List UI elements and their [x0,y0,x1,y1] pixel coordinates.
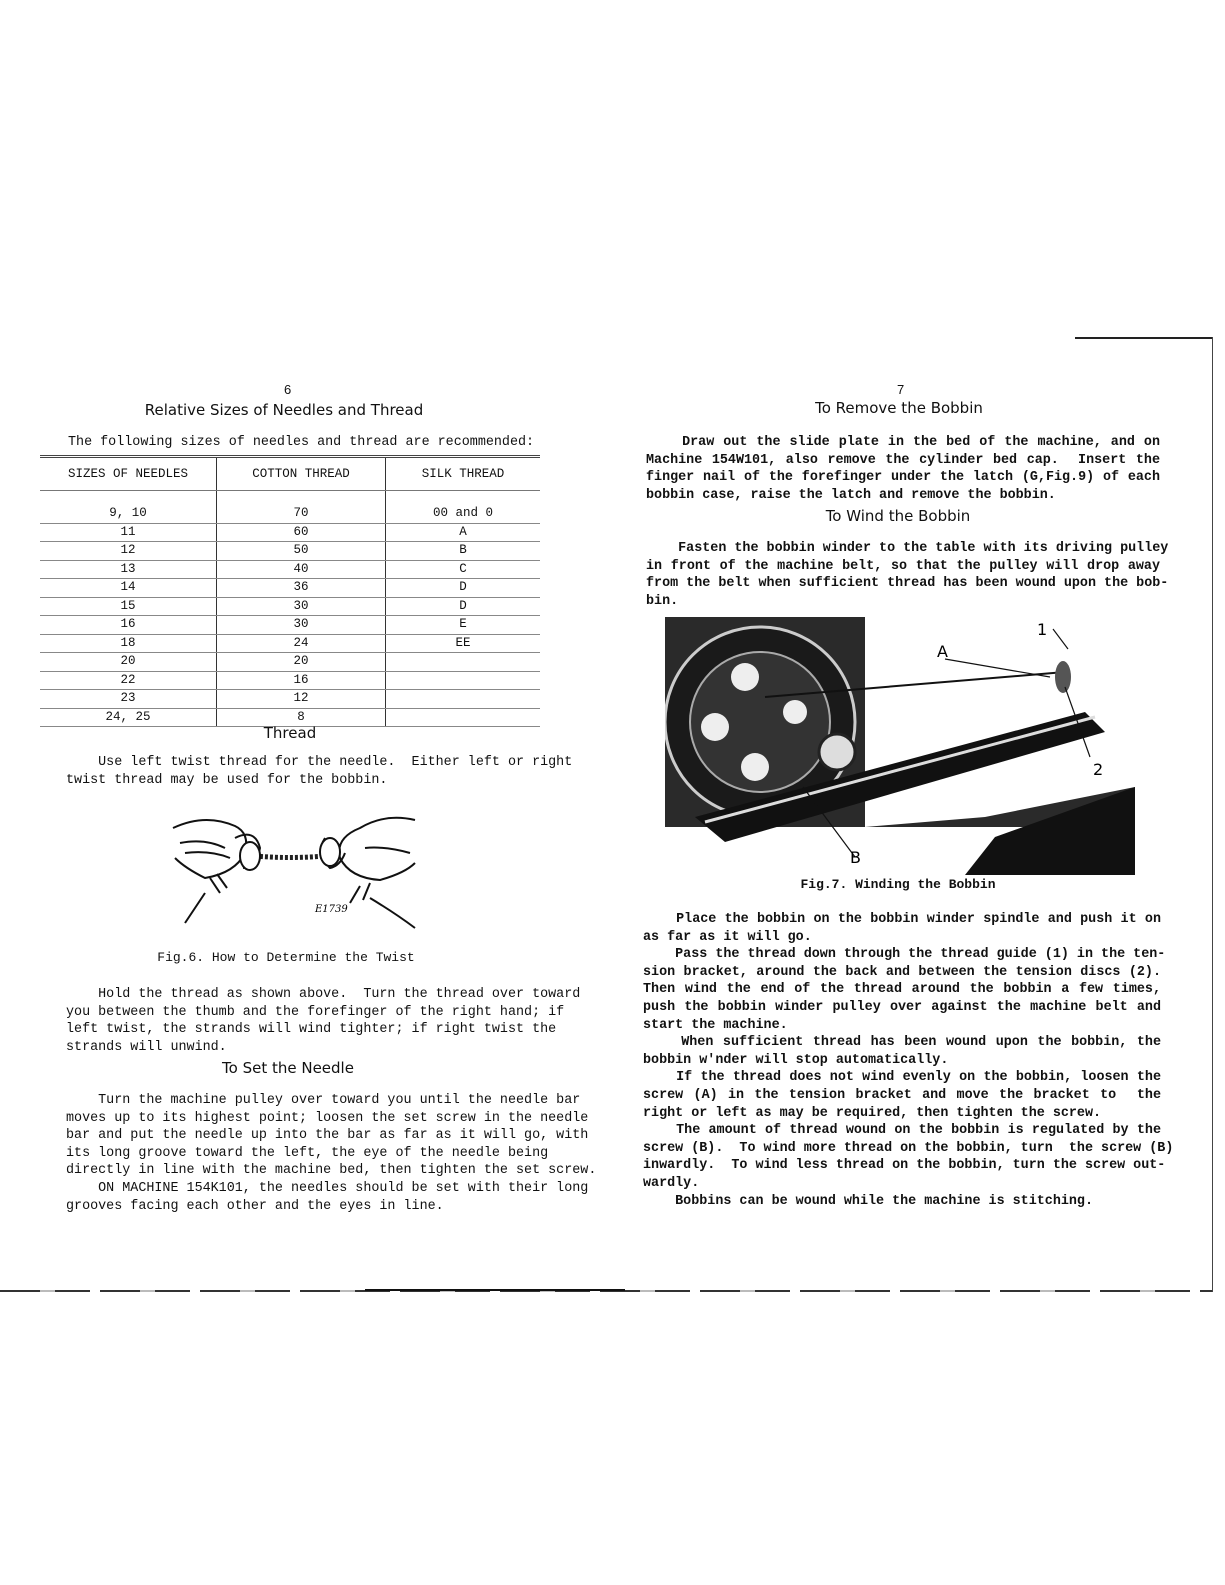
silk-thread-cell: 00 and 0 [386,491,541,524]
text-line: directly in line with the machine bed, then tighten the set screw. [66,1163,597,1179]
cotton-thread-cell: 40 [217,560,386,579]
set-needle-paragraph [66,1092,597,1215]
section-title-thread: Thread [263,724,317,742]
text-line: inwardly. To wind less thread on the bobbin, turn the screw out- [643,1158,1166,1174]
text-line: Then wind the end of the thread around the bobbin a few times, [643,982,1161,998]
cotton-thread-cell: 30 [217,616,386,635]
needle-size-cell: 13 [40,560,217,579]
text-line: strands will unwind. [66,1039,227,1055]
text-line: wardly. [643,1175,700,1191]
table-row [40,523,540,542]
wind-bobbin-paragraph [646,540,1169,610]
text-line: Machine 154W101, also remove the cylinder bed cap. Insert the [646,452,1160,468]
text-line: bobbin w'nder will stop automatically. [643,1052,949,1068]
header-cotton-thread: COTTON THREAD [217,457,386,491]
text-line: bobbin case, raise the latch and remove the bobbin. [646,487,1056,503]
needle-size-cell: 18 [40,634,217,653]
text-line: Draw out the slide plate in the bed of the machine, and on [646,435,1160,450]
fig6-caption: Fig.6. How to Determine the Twist [157,950,415,965]
text-line: right or left as may be required, then tighten the screw. [643,1105,1102,1121]
text-line: its long groove toward the left, the eye of the needle being [66,1145,549,1161]
needle-size-cell: 15 [40,597,217,616]
winding-instructions-paragraph [643,911,1174,1210]
text-line: as far as it will go. [643,929,812,945]
text-line: Turn the machine pulley over toward you until the needle bar [66,1093,581,1108]
text-line: you between the thumb and the forefinger of the right hand; if [66,1004,565,1020]
needle-size-cell: 12 [40,542,217,561]
fig7-label-b: B [850,848,861,867]
needle-size-cell: 22 [40,671,217,690]
scan-edge-line [1212,337,1213,1292]
text-line: Pass the thread down through the thread guide (1) in the ten- [643,947,1166,963]
section-title-set-needle: To Set the Needle [222,1059,354,1077]
text-line: bin. [646,593,679,609]
cotton-thread-cell: 30 [217,597,386,616]
silk-thread-cell: EE [386,634,541,653]
silk-thread-cell: D [386,597,541,616]
text-line: finger nail of the forefinger under the latch (G,Fig.9) of each [646,470,1160,486]
text-line: Place the bobbin on the bobbin winder spindle and push it on [643,912,1161,927]
cotton-thread-cell: 36 [217,579,386,598]
silk-thread-cell [386,653,541,672]
needle-size-cell: 16 [40,616,217,635]
section-title-wind-bobbin: To Wind the Bobbin [825,507,971,525]
table-row [40,690,540,709]
thread-paragraph [66,754,573,789]
table-row [40,634,540,653]
table-row [40,579,540,598]
table-row [40,671,540,690]
silk-thread-cell [386,690,541,709]
table-row [40,542,540,561]
cotton-thread-cell: 20 [217,653,386,672]
needle-size-cell: 9, 10 [40,491,217,524]
cotton-thread-cell: 16 [217,671,386,690]
fig7-bobbin-winder-photo [665,617,1135,875]
fig7-caption: Fig.7. Winding the Bobbin [800,877,996,892]
text-line: Use left twist thread for the needle. Either left or right [66,755,573,770]
text-line: from the belt when sufficient thread has been wound upon the bob- [646,576,1169,592]
twist-paragraph [66,986,581,1056]
text-line: Fasten the bobbin winder to the table with its driving pulley [646,541,1169,556]
fig6-label: E1739 [315,904,348,915]
silk-thread-cell: B [386,542,541,561]
fig7-label-1: 1 [1037,620,1048,639]
needle-size-cell: 20 [40,653,217,672]
text-line: ON MACHINE 154K101, the needles should be set with their long [66,1180,589,1196]
cotton-thread-cell: 8 [217,708,386,727]
needle-size-cell: 24, 25 [40,708,217,727]
text-line: twist thread may be used for the bobbin. [66,772,388,788]
cotton-thread-cell: 12 [217,690,386,709]
intro-text [68,434,535,452]
page-bottom-edge [365,1289,625,1291]
needle-size-cell: 23 [40,690,217,709]
table-row [40,597,540,616]
text-line: Hold the thread as shown above. Turn the thread over toward [66,987,581,1002]
silk-thread-cell [386,671,541,690]
table-row [40,653,540,672]
text-line: If the thread does not wind evenly on the bobbin, loosen the [643,1070,1161,1086]
section-title-remove-bobbin: To Remove the Bobbin [815,399,983,417]
cotton-thread-cell: 50 [217,542,386,561]
text-line: push the bobbin winder pulley over against the machine belt and [643,999,1161,1015]
table-header-row [40,457,540,491]
remove-bobbin-paragraph [646,434,1160,504]
scan-edge-line [1075,337,1213,339]
table-row [40,491,540,524]
text-line: bar and put the needle up into the bar as far as it will go, with [66,1128,589,1144]
cotton-thread-cell: 24 [217,634,386,653]
page-number-left: 6 [284,382,292,397]
text-line: left twist, the strands will wind tighter; if right twist the [66,1022,557,1038]
text-line: screw (B). To wind more thread on the bobbin, turn the screw (B) [643,1140,1174,1156]
page-number-right: 7 [897,382,905,397]
text-line: screw (A) in the tension bracket and move the bracket to the [643,1087,1161,1103]
cotton-thread-cell: 70 [217,491,386,524]
text-line: sion bracket, around the back and between the tension discs (2). [643,964,1161,980]
text-line: When sufficient thread has been wound upon the bobbin, the [643,1035,1161,1051]
text-line: grooves facing each other and the eyes in line. [66,1198,444,1214]
silk-thread-cell: C [386,560,541,579]
silk-thread-cell: E [386,616,541,635]
section-title-sizes: Relative Sizes of Needles and Thread [144,401,424,419]
needle-thread-table [40,455,540,727]
header-silk-thread: SILK THREAD [386,457,541,491]
fig6-hands-twisting-thread-illustration [165,808,425,933]
text-line: start the machine. [643,1017,788,1033]
table-row [40,560,540,579]
silk-thread-cell: D [386,579,541,598]
text-line: The following sizes of needles and thread are recommended: [68,435,535,450]
fig7-label-2: 2 [1093,760,1104,779]
needle-size-cell: 14 [40,579,217,598]
text-line: Bobbins can be wound while the machine is stitching. [643,1193,1093,1209]
header-needle-sizes: SIZES OF NEEDLES [40,457,217,491]
silk-thread-cell: A [386,523,541,542]
fig7-label-a: A [937,642,948,661]
text-line: The amount of thread wound on the bobbin is regulated by the [643,1123,1161,1139]
needle-size-cell: 11 [40,523,217,542]
table-row [40,616,540,635]
cotton-thread-cell: 60 [217,523,386,542]
text-line: moves up to its highest point; loosen the set screw in the needle [66,1110,589,1126]
text-line: in front of the machine belt, so that the pulley will drop away [646,558,1160,574]
